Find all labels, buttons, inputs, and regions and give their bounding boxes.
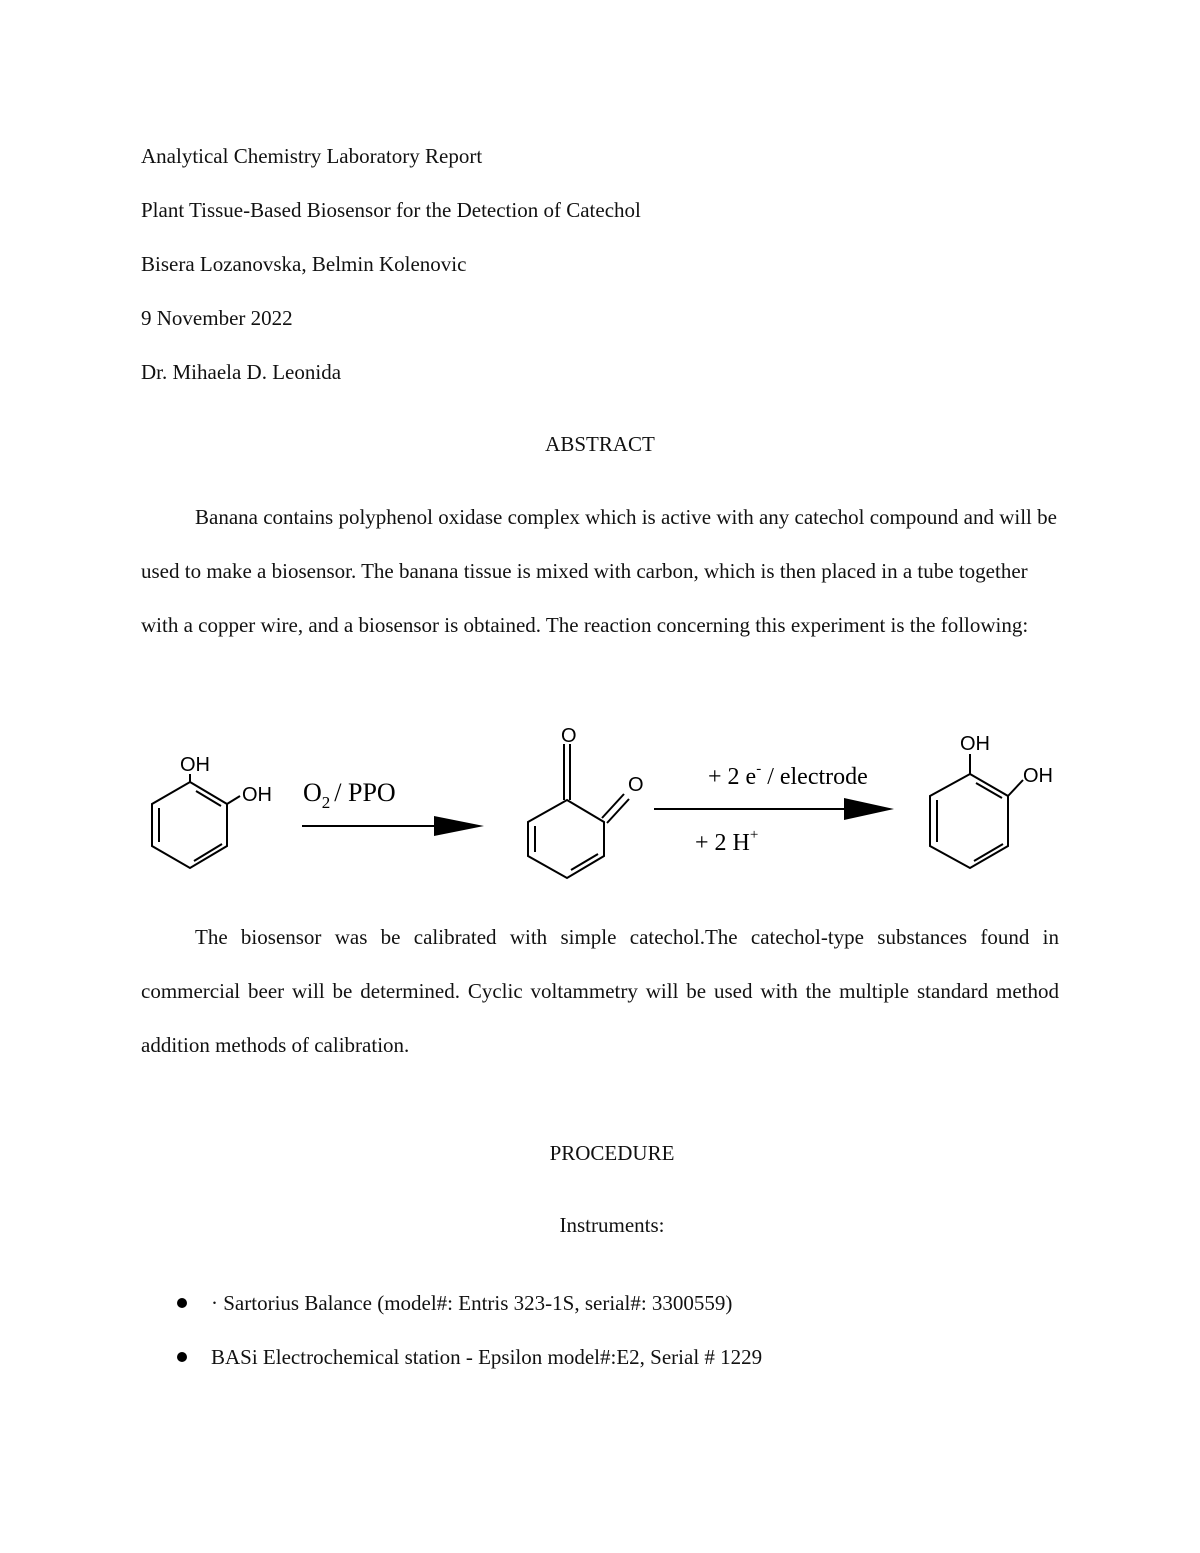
instrument-balance: · Sartorius Balance (model#: Entris 323-1S, serial#: 3300559) [211,1291,733,1315]
step2-electrons-label: + 2 e- / electrode [708,761,868,790]
date-line: 9 November 2022 [141,306,293,330]
product-oh-side: OH [1023,765,1053,787]
reactant-oh-side: OH [242,784,272,806]
procedure-heading: PROCEDURE [549,1141,675,1165]
abstract-heading: ABSTRACT [545,432,655,456]
report-title: Plant Tissue-Based Biosensor for the Detection of Catechol [141,198,641,222]
intermediate-o-side: O [628,774,644,796]
reactant-oh-top: OH [180,754,210,776]
arrow-step-1 [302,816,484,836]
authors-line: Bisera Lozanovska, Belmin Kolenovic [141,252,467,276]
course-line: Analytical Chemistry Laboratory Report [141,144,483,168]
abstract-text-1: Banana contains polyphenol oxidase complex which is active with any catechol compound and will be used to make a biosensor. The banana tissue is mixed with carbon, which is then placed in a tube together with a copper wire, and a biosensor is obtained. The reaction concerning this experiment is the following: [141,505,1057,637]
abstract-text-2: The biosensor was be calibrated with simple catechol.The catechol-type substances found in commercial beer will be determined. Cyclic voltammetry will be used with the multiple standard method addition methods of calibration. [141,925,1059,1057]
catechol-product-structure [930,754,1023,868]
intermediate-o-top: O [561,725,577,747]
list-item [175,1288,762,1342]
bullet-icon [177,1298,187,1308]
instructor-line: Dr. Mihaela D. Leonida [141,360,342,384]
reaction-scheme [130,718,1080,898]
benzoquinone-intermediate-structure [528,744,629,878]
list-item [175,1342,762,1396]
instruments-list [175,1288,762,1396]
product-oh-top: OH [960,733,990,755]
abstract-paragraph-2 [141,910,1059,1072]
instruments-subheading: Instruments: [559,1213,665,1237]
instrument-electrochemical-station: BASi Electrochemical station - Epsilon model#:E2, Serial # 1229 [211,1345,763,1369]
arrow-step-2 [654,798,894,820]
step1-reagent-label: $O_2$ / PPO [303,778,396,812]
step2-protons-label: + 2 H+ [695,827,759,856]
abstract-paragraph-1 [141,490,1059,652]
catechol-reactant-structure [152,774,240,868]
bullet-icon [177,1352,187,1362]
